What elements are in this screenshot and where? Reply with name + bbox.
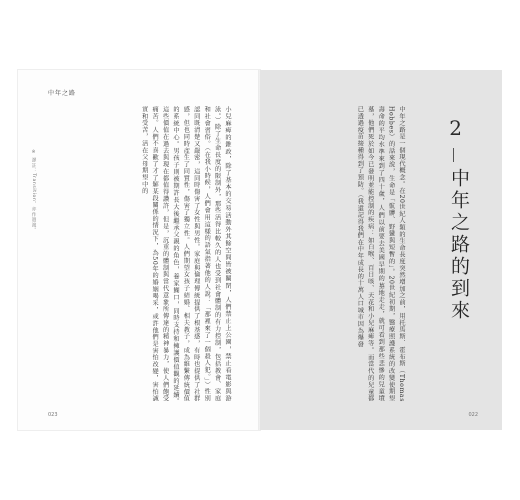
left-page	[18, 70, 260, 430]
chapter-title: 中年之路的到來	[448, 168, 470, 322]
running-head: 中年之路	[48, 90, 77, 97]
side-note: ※ 譯註：Transition，亦作過渡。	[31, 150, 36, 233]
chapter-divider	[453, 148, 454, 162]
chapter-heading	[416, 116, 476, 356]
chapter-number: 2	[449, 116, 462, 140]
left-page-body-text: 小兒麻痺的錐政，除了基本的交易活動外其餘空間皆被關閉，人們禁止上公園，禁止看電影與游泳。）除了生命長度的限制外，那些活得比較久的人也受到社會體制的有力控制，包括教會、家庭和社會習俗。（在我小時候，人們會用這樣的語氣指著他的人說：「那裡來了一個殺人犯。」）性別認同既清楚又嚴密，這同時傷害了女性與男性。家庭與倫理傳統提供了根基感，有時也提供了社群感，但也同時產生了同質性，傷害了獨立性。人們期望女孩子結婚、相夫教子，成為維繫傳統價值的系統中心。男孩子則被期許長大後繼承父親的角色，養家餬口，同時支持和擁護價值觀的延續。 這些價值在過去與現在都值得讚許，但是，沉重的體制與當代意象所傳達的精神暴力，使人們飽受痛苦。人們不喜歡了才了解某段關係的情況下，為50年的婚姻喝采，或許他們是害怕改變，害怕誠實和受苦，活在父母期望中的	[140, 106, 231, 409]
right-page-body-text: 中年之路是一個現代概念。在20世紀人類的生命長度突然增加之前，用托馬斯．霍布斯（Thomas Hobbes）的話來說，生命是「骯髒、野蠻與短暫的」。20世紀初期，醫療照護系統的改變使期望壽命的平均水準來到了四十歲，人們以前要去美國早期的墓地走走，就可看到那些悲慘的兒童墳墓，他們死於如今已發明並能控制的疾病：如白喉、百日咳、天花和小兒麻痺等。而當代的兒童都已透過疫苗接種得到了預防。（我還記得我們在中年成長的十萬人口城市因為爆發	[356, 106, 405, 402]
left-page-number: 023	[48, 412, 58, 418]
right-page-number: 022	[468, 412, 478, 418]
right-page	[260, 70, 502, 430]
